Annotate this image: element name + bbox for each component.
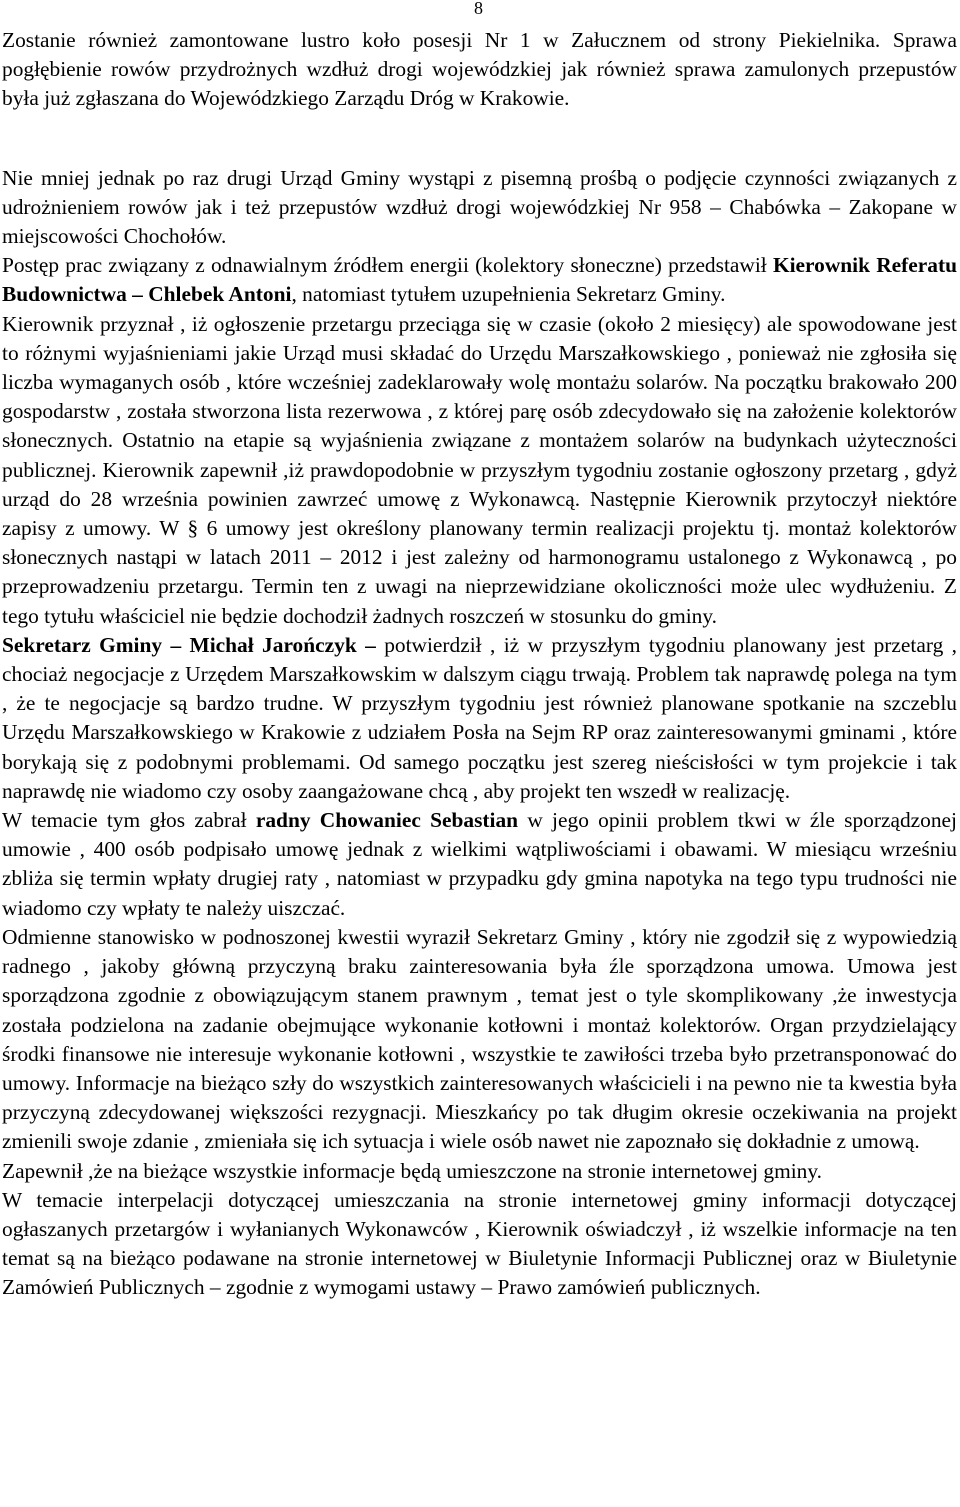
paragraph-gap — [2, 114, 957, 164]
paragraph-text: Nie mniej jednak po raz drugi Urząd Gminy wystąpi z pisemną prośbą o podjęcie czynności związanych z udrożnieniem rowów jak i też przepustów wzdłuż drogi wojewódzkiej Nr 958 – Chabówka – Zakopane w miejscowości Chochołów. — [2, 165, 957, 249]
paragraph-text: W temacie interpelacji dotyczącej umieszczania na stronie internetowej gminy informacji dotyczącej ogłaszanych przetargów i wyłanianych Wykonawców , Kierownik oświadczył , iż wszelkie informacje na ten temat są na bieżąco podawane na stronie internetowej w Biuletynie Informacji Publicznej oraz w Biuletynie Zamówień Publicznych – zgodnie z wymogami ustawy – Prawo zamówień publicznych. — [2, 1187, 957, 1300]
paragraph-text: Zostanie również zamontowane lustro koło posesji Nr 1 w Załucznem od strony Piekielnika. Sprawa pogłębienie rowów przydrożnych wzdłuż drogi wojewódzkiej jak również sprawa zamulonych przepustów była już zgłaszana do Wojewódzkiego Zarządu Dróg w Krakowie. — [2, 28, 957, 111]
paragraph-renewable-energy-progress — [2, 251, 957, 309]
speaker-name: Sekretarz Gminy – Michał Jarończyk – — [2, 632, 376, 657]
paragraph-mirror-installation — [2, 26, 957, 114]
paragraph-interpellation — [2, 1186, 957, 1303]
page-number: 8 — [474, 0, 483, 18]
paragraph-text: Odmienne stanowisko w podnoszonej kwestii wyraził Sekretarz Gminy , który nie zgodził się z wypowiedzią radnego , jakoby główną przyczyną braku zainteresowania była źle sporządzona umowa. Umowa jest sporządzona zgodnie z obowiązującym stanem prawnym , temat jest o tyle skomplikowany ,że inwestycja została podzielona na zadanie obejmujące wykonanie kotłowni i montaż kolektorów. Organ przydzielający środki finansowe nie interesuje wykonanie kotłowni , wszystkie te zawiłości trzeba było przetransponować do umowy. Informacje na bieżąco szły do wszystkich zainteresowanych właścicieli i na pewno nie ta kwestia była przyczyną zdecydowanej większości rezygnacji. Mieszkańcy po tak długim okresie oczekiwania na projekt zmienili swoje zdanie , zmieniała się ich sytuacja i wiele osób nawet nie zapoznało się dokładnie z umową. — [2, 924, 957, 1154]
document-body — [2, 26, 957, 1303]
paragraph-website-assurance — [2, 1157, 957, 1186]
paragraph-tender-delay — [2, 310, 957, 631]
paragraph-text: W temacie tym głos zabrał — [2, 808, 256, 833]
paragraph-secretary-statement — [2, 631, 957, 806]
speaker-name: Kierownik Referatu Budownictwa – Chlebek Antoni — [2, 253, 957, 307]
paragraph-councillor-opinion — [2, 806, 957, 923]
paragraph-text: , natomiast tytułem uzupełnienia Sekretarz Gminy. — [291, 282, 726, 307]
paragraph-text: Kierownik przyznał , iż ogłoszenie przetargu przeciąga się w czasie (około 2 miesięcy) ale spowodowane jest to różnymi wyjaśnieniami jakie Urząd musi składać do Urzędu Marszałkowskiego , ponieważ nie zgłosiła się liczba wymaganych osób , które wcześniej zadeklarowały wolę montażu solarów. Na początku brakowało 200 gospodarstw , została stworzona lista rezerwowa , z której parę osób zdecydowało się na założenie kolektorów słonecznych. Ostatnio na etapie są wyjaśnienia związane z montażem solarów na budynkach użyteczności publicznej. Kierownik zapewnił ,iż prawdopodobnie w przyszłym tygodniu zostanie ogłoszony przetarg , gdyż urząd do 28 września powinien zawrzeć umowę z Wykonawcą. Następnie Kierownik przytoczył niektóre zapisy z umowy. W § 6 umowy jest określony planowany termin realizacji projektu tj. montaż kolektorów słonecznych nastąpi w latach 2011 – 2012 i jest zależny od harmonogramu ustalonego z Wykonawcą , po przeprowadzeniu przetargu. Termin ten z uwagi na nieprzewidziane okoliczności może ulec wydłużeniu. Z tego tytułu właściciel nie będzie dochodził żadnych roszczeń w stosunku do gminy. — [2, 311, 957, 628]
paragraph-text: Zapewnił ,że na bieżące wszystkie informacje będą umieszczone na stronie internetowej gminy. — [2, 1158, 823, 1183]
paragraph-secretary-response — [2, 923, 957, 1157]
paragraph-text: Postęp prac związany z odnawialnym źródłem energii (kolektory słoneczne) przedstawił — [2, 253, 773, 278]
paragraph-ditch-clearing — [2, 164, 957, 252]
paragraph-text: potwierdził , iż w przyszłym tygodniu planowany jest przetarg , chociaż negocjacje z Urzędem Marszałkowskim w dalszym ciągu trwają. Problem tak naprawdę polega na tym , że te negocjacje są bardzo trudne. W przyszłym tygodniu jest również planowane spotkanie na szczeblu Urzędu Marszałkowskiego w Krakowie z udziałem Posła na Sejm RP oraz zainteresowanymi gminami , które borykają się z podobnymi problemami. Od samego początku jest szereg nieścisłości w tym projekcie i tak naprawdę nie wiadomo czy osoby zaangażowane chcą , aby projekt ten wszedł w realizację. — [2, 632, 957, 803]
speaker-name: radny Chowaniec Sebastian — [255, 808, 519, 833]
paragraph-text: w jego opinii problem tkwi w źle sporządzonej umowie , 400 osób podpisało umowę jednak z wielkimi wątpliwościami i obawami. W miesiącu wrześniu zbliża się termin wpłaty drugiej raty , natomiast w przypadku gdy gmina napotyka na tego typu trudności nie wiadomo czy wpłaty te należy uiszczać. — [2, 808, 957, 920]
